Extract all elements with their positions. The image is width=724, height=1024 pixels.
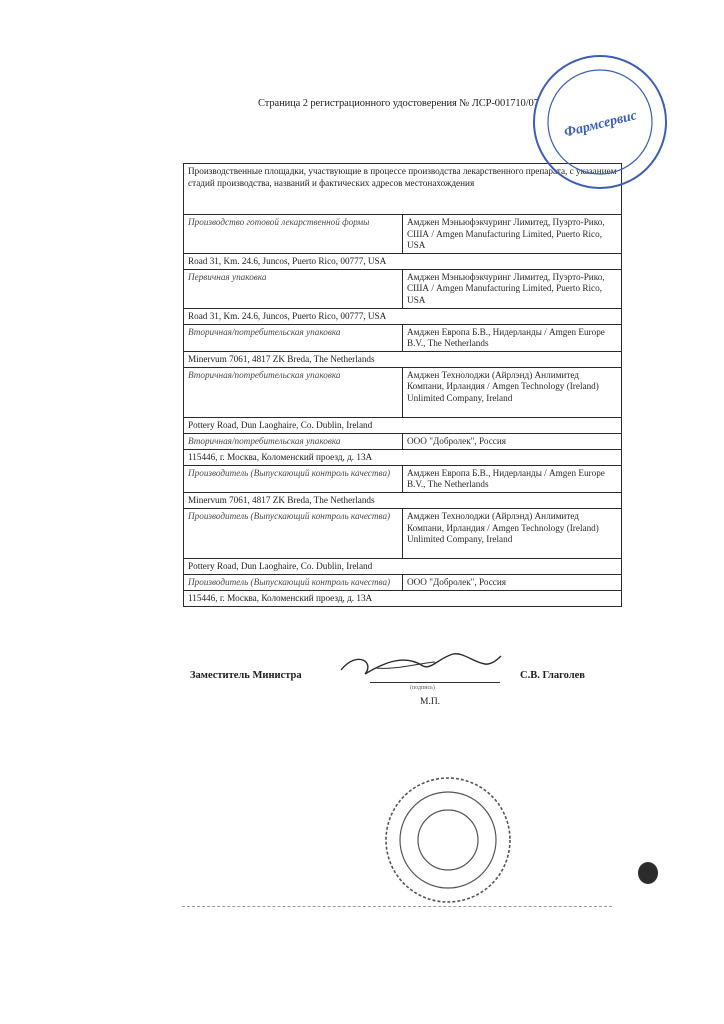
signatory-title: Заместитель Министра bbox=[190, 670, 302, 681]
stage-cell: Производитель (Выпускающий контроль качества) bbox=[184, 508, 403, 558]
address-row bbox=[184, 492, 622, 508]
stage-cell: Производство готовой лекарственной формы bbox=[184, 215, 403, 254]
table-row bbox=[184, 574, 622, 590]
address-row bbox=[184, 558, 622, 574]
company-cell: Амджен Технолоджи (Айрлэнд) Анлимитед Компани, Ирландия / Amgen Technology (Ireland) Unlimited Company, Ireland bbox=[403, 508, 622, 558]
address-row bbox=[184, 449, 622, 465]
address-row bbox=[184, 351, 622, 367]
address-cell: Pottery Road, Dun Laoghaire, Co. Dublin, Ireland bbox=[184, 558, 622, 574]
table-row bbox=[184, 215, 622, 254]
address-row bbox=[184, 590, 622, 606]
company-cell: Амджен Мэньюфэкчуринг Лимитед, Пуэрто-Рико, США / Amgen Manufacturing Limited, Puerto Rico, USA bbox=[403, 215, 622, 254]
company-cell: Амджен Европа Б.В., Нидерланды / Amgen Europe B.V., The Netherlands bbox=[403, 465, 622, 492]
table-title: Производственные площадки, участвующие в процессе производства лекарственного препарата, с указанием стадий производства, названий и фактических адресов местонахождения bbox=[184, 164, 622, 215]
seal-place-label: М.П. bbox=[420, 697, 441, 707]
company-stamp bbox=[530, 52, 670, 192]
stage-cell: Вторичная/потребительская упаковка bbox=[184, 367, 403, 417]
company-cell: Амджен Европа Б.В., Нидерланды / Amgen Europe B.V., The Netherlands bbox=[403, 324, 622, 351]
company-cell: ООО "Добролек", Россия bbox=[403, 433, 622, 449]
signature-line bbox=[370, 682, 500, 683]
stage-cell: Производитель (Выпускающий контроль качества) bbox=[184, 465, 403, 492]
round-seal-stamp bbox=[383, 775, 513, 905]
stage-cell: Вторичная/потребительская упаковка bbox=[184, 433, 403, 449]
table-row bbox=[184, 367, 622, 417]
page-header: Страница 2 регистрационного удостоверения № ЛСР-001710/07 bbox=[258, 98, 539, 109]
production-sites-table bbox=[183, 163, 622, 607]
table-row bbox=[184, 508, 622, 558]
company-cell: ООО "Добролек", Россия bbox=[403, 574, 622, 590]
signature-caption: (подпись) bbox=[410, 685, 435, 691]
table-row bbox=[184, 433, 622, 449]
bottom-rule bbox=[182, 906, 612, 907]
address-cell: Road 31, Km. 24.6, Juncos, Puerto Rico, 00777, USA bbox=[184, 253, 622, 269]
signatory-name: С.В. Глаголев bbox=[520, 670, 585, 681]
stamp-company-name: Фармсервис bbox=[562, 108, 639, 141]
address-row bbox=[184, 253, 622, 269]
table-row bbox=[184, 465, 622, 492]
address-row bbox=[184, 417, 622, 433]
address-cell: Road 31, Km. 24.6, Juncos, Puerto Rico, 00777, USA bbox=[184, 308, 622, 324]
table-row bbox=[184, 324, 622, 351]
address-cell: 115446, г. Москва, Коломенский проезд, д. 13А bbox=[184, 449, 622, 465]
ink-blot bbox=[638, 862, 658, 884]
address-cell: 115446, г. Москва, Коломенский проезд, д. 13А bbox=[184, 590, 622, 606]
stage-cell: Первичная упаковка bbox=[184, 269, 403, 308]
table-row bbox=[184, 269, 622, 308]
handwritten-signature bbox=[335, 640, 505, 688]
address-cell: Minervum 7061, 4817 ZK Breda, The Netherlands bbox=[184, 492, 622, 508]
stage-cell: Вторичная/потребительская упаковка bbox=[184, 324, 403, 351]
company-cell: Амджен Технолоджи (Айрлэнд) Анлимитед Компани, Ирландия / Amgen Technology (Ireland) Unlimited Company, Ireland bbox=[403, 367, 622, 417]
company-cell: Амджен Мэньюфэкчуринг Лимитед, Пуэрто-Рико, США / Amgen Manufacturing Limited, Puerto Rico, USA bbox=[403, 269, 622, 308]
address-cell: Minervum 7061, 4817 ZK Breda, The Netherlands bbox=[184, 351, 622, 367]
address-cell: Pottery Road, Dun Laoghaire, Co. Dublin, Ireland bbox=[184, 417, 622, 433]
address-row bbox=[184, 308, 622, 324]
stage-cell: Производитель (Выпускающий контроль качества) bbox=[184, 574, 403, 590]
